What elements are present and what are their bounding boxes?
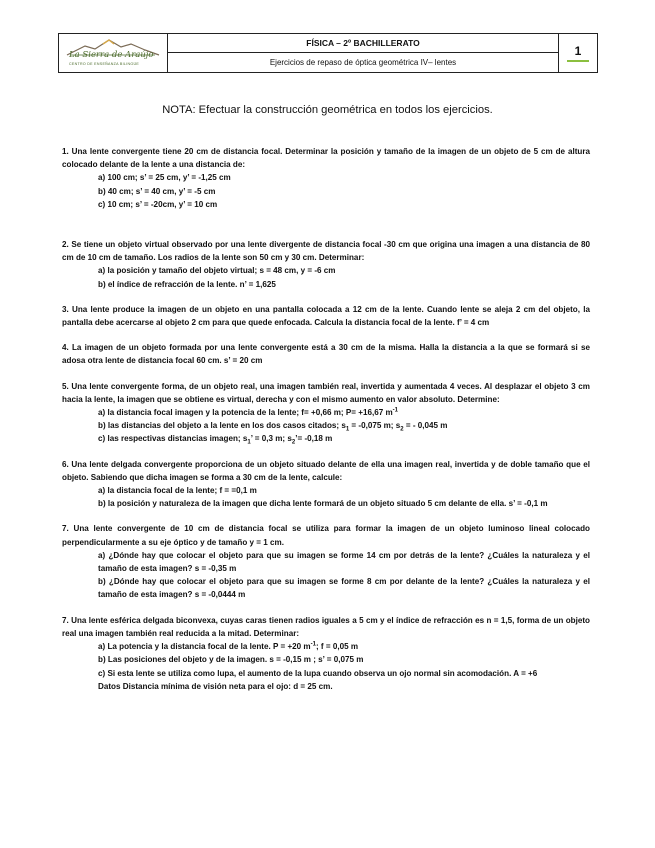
title-cell	[168, 34, 558, 72]
problem-block	[62, 341, 590, 367]
problem-statement: 5. Una lente convergente forma, de un objeto real, una imagen también real, invertida y aumentada 4 veces. Al desplazar el objeto 3 cm hacia la lente, la imagen que se obtiene es virtual, derecha y con el mismo aumento en valor absoluto. Determine:	[62, 381, 590, 404]
problem-block	[62, 303, 590, 329]
problem-block	[62, 522, 590, 601]
problem-item	[62, 432, 590, 445]
problem-item: a) ¿Dónde hay que colocar el objeto para que su imagen se forme 14 cm por detrás de la lente? ¿Cuáles la naturaleza y el tamaño de esta imagen? s = -0,35 m	[98, 550, 590, 574]
logo-cell	[59, 34, 168, 72]
problem-block	[62, 238, 590, 291]
problem-item	[62, 406, 590, 419]
problem-item: a) 100 cm; s’ = 25 cm, y’ = -1,25 cm	[98, 173, 231, 183]
item-text: a) La potencia y la distancia focal de la lente. P = +20 m	[98, 642, 311, 652]
problem-item: b) ¿Dónde hay que colocar el objeto para que su imagen se forme 8 cm por delante de la lente? ¿Cuáles la naturaleza y el tamaño de esta imagen? s = -0,0444 m	[98, 577, 590, 600]
problem-item: c) 10 cm; s’ = -20cm, y’ = 10 cm	[98, 199, 218, 209]
school-logo	[65, 37, 161, 70]
problem-item: Datos Distancia mínima de visión neta para el ojo: d = 25 cm.	[98, 681, 333, 691]
item-text: = - 0,045 m	[403, 421, 448, 431]
problem-block	[62, 380, 590, 446]
item-text: ’= -0,18 m	[295, 434, 333, 444]
item-text: a) la distancia focal imagen y la potencia de la lente; f= +0,66 m; P= +16,67 m	[98, 408, 393, 418]
superscript: -1	[392, 407, 398, 414]
superscript: -1	[310, 641, 316, 648]
problems-list	[62, 145, 590, 705]
logo-script-text: La Sierra de Araújo	[69, 50, 154, 60]
nota-instruction: NOTA: Efectuar la construcción geométrica en todos los ejercicios.	[162, 104, 493, 116]
problem-statement: 6. Una lente delgada convergente proporciona de un objeto situado delante de ella una imagen real, invertida y de doble tamaño que el objeto. Sabiendo que dicha imagen se forma a 30 cm de la lente, calcule:	[62, 459, 590, 482]
problem-block	[62, 458, 590, 511]
subscript: 2	[291, 440, 296, 447]
problem-item	[62, 640, 590, 653]
course-title: FÍSICA – 2º BACHILLERATO	[168, 34, 558, 53]
problem-statement: 3. Una lente produce la imagen de un objeto en una pantalla colocada a 12 cm de la lente. Cuando lente se aleja 2 cm del objeto, la pantalla debe acercarse al objeto 2 cm para que quede enfocada. Calcula la distancia focal de la lente. f’ = 4 cm	[62, 304, 590, 328]
logo-tagline: CENTRO DE ENSEÑANZA BILINGÜE	[69, 62, 140, 66]
problem-item: b) la posición y naturaleza de la imagen que dicha lente formará de un objeto situado 5 cm delante de ella. s’ = -0,1 m	[98, 499, 548, 509]
item-text: = -0,075 m; s	[349, 421, 401, 431]
problem-item: c) Si esta lente se utiliza como lupa, el aumento de la lupa cuando observa un ojo normal sin acomodación. A = +6	[98, 668, 538, 678]
worksheet-subtitle: Ejercicios de repaso de óptica geométrica IV– lentes	[269, 58, 457, 67]
page-number-cell	[558, 34, 597, 72]
subscript: 2	[400, 426, 404, 433]
problem-statement: 7. Una lente esférica delgada biconvexa, cuyas caras tienen radios iguales a 5 cm y el índice de refracción es n = 1,5, forma de un objeto real una imagen también real reducida a la mitad. Determinar:	[62, 615, 590, 638]
problem-item	[62, 419, 590, 432]
problem-statement: 1. Una lente convergente tiene 20 cm de distancia focal. Determinar la posición y tamaño de la imagen de un objeto de 5 cm de altura colocado delante de la lente a una distancia de:	[62, 147, 590, 170]
problem-block	[62, 614, 590, 693]
problem-item: a) la distancia focal de la lente; f = =0,1 m	[98, 486, 257, 496]
problem-statement: 2. Se tiene un objeto virtual observado por una lente divergente de distancia focal -30 cm que origina una imagen a una distancia de 80 cm de 10 cm de tamaño. Los radios de la lente son 50 cm y 30 cm. Determinar:	[62, 240, 590, 263]
document-header	[58, 33, 598, 73]
subscript: 1	[345, 426, 350, 433]
problem-item: b) el índice de refracción de la lente. n’ = 1,625	[98, 279, 276, 289]
item-text: ’ = 0,3 m; s	[250, 434, 292, 444]
page-number-underline	[567, 60, 589, 62]
page-number: 1	[574, 44, 582, 58]
problem-statement: 4. La imagen de un objeto formada por una lente convergente está a 30 cm de la misma. Halla la distancia a la que se formará si se adosa otra lente de distancia focal 60 cm. s’ = 20 cm	[62, 343, 590, 366]
item-text: ; f = 0,05 m	[315, 642, 359, 652]
problem-statement: 7. Una lente convergente de 10 cm de distancia focal se utiliza para formar la imagen de un objeto luminoso lineal colocado perpendicularmente a su eje óptico y de tamaño y = 1 cm.	[62, 524, 590, 547]
item-text: b) las distancias del objeto a la lente en los dos casos citados; s	[98, 421, 346, 431]
problem-item: a) la posición y tamaño del objeto virtual; s = 48 cm, y = -6 cm	[98, 266, 336, 276]
problem-item: b) Las posiciones del objeto y de la imagen. s = -0,15 m ; s’ = 0,075 m	[98, 655, 364, 665]
item-text: c) las respectivas distancias imagen; s	[98, 434, 248, 444]
subscript: 1	[247, 440, 251, 447]
problem-block	[62, 145, 590, 211]
problem-item: b) 40 cm; s’ = 40 cm, y’ = -5 cm	[98, 186, 216, 196]
